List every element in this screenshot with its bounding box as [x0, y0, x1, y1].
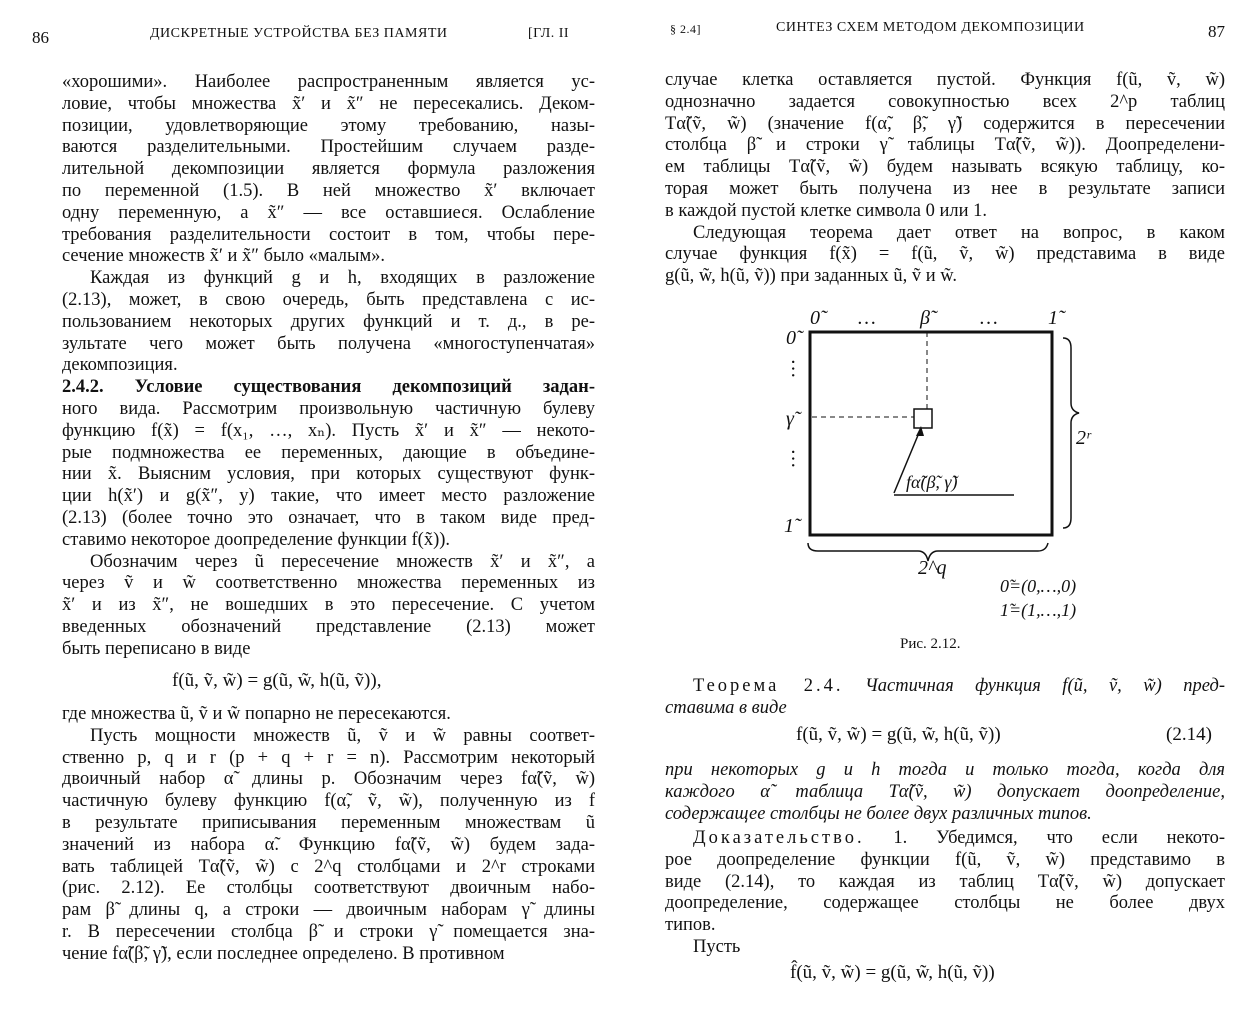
- text-line: Обозначим через ũ пересечение множеств x̃′ и x̃″, а: [90, 551, 595, 572]
- text-line: при некоторых g и h тогда и только тогда, когда для: [665, 760, 1225, 780]
- text-line: частичную булеву функцию f(α̃, ṽ, w̃), полученную из f: [62, 791, 595, 812]
- text-line: торая может быть получена из нее в результате записи: [665, 178, 1225, 199]
- text-line: содержащее столбцы не более двух различных типов.: [665, 803, 1092, 824]
- text-line: 2.4.2. Условие существования декомпозиций задан-: [62, 377, 595, 398]
- col-dots-2: …: [980, 307, 998, 329]
- text-line: декомпозиция.: [62, 355, 178, 376]
- rows-count-label: 2ʳ: [1076, 427, 1091, 449]
- page-number-right: 87: [1208, 22, 1225, 41]
- left-text-block-1: [62, 72, 595, 661]
- text-line: столбца β̃ и строки γ̃ таблицы Tα̃(ṽ, w̃)). Доопределени-: [665, 135, 1225, 156]
- theorem-block-2: [665, 760, 1225, 825]
- text-line: одну переменную, а x̃″ — все оставшиеся. Ослабление: [62, 202, 595, 223]
- proof-block: [665, 828, 1225, 959]
- formula-2-14: f(ũ, ṽ, w̃) = g(ũ, w̃, h(ũ, ṽ)): [796, 724, 1001, 745]
- figure-2-12: [770, 300, 1110, 652]
- text-line: Пусть мощности множеств ũ, ṽ и w̃ равны соответ-: [90, 725, 595, 746]
- text-line: где множества ũ, ṽ и w̃ попарно не пересекаются.: [62, 704, 451, 724]
- proof-line: доопределение, содержащее столбцы не более двух: [665, 893, 1225, 914]
- text-line: ственно p, q и r (p + q + r = n). Рассмотрим некоторый: [62, 747, 595, 768]
- text-line: позиции, удовлетворяющие этому требованию, назы-: [62, 115, 595, 136]
- cell-value-label: fα̃(β̃, γ̃): [906, 472, 958, 492]
- proof-line: Пусть: [693, 936, 741, 957]
- col-mid-label: β̃: [920, 307, 930, 329]
- text-line: рые подмножества ее переменных, дающие в объедине-: [62, 442, 595, 463]
- legend-one: 1̃=(1,…,1): [1000, 600, 1077, 620]
- text-line: пользованием некоторых других функций и т. д., в ре-: [62, 311, 595, 332]
- text-line: (2.13), может, в свою очередь, быть представлена с ис-: [62, 289, 595, 310]
- running-head-left: ДИСКРЕТНЫЕ УСТРОЙСТВА БЕЗ ПАМЯТИ: [150, 26, 448, 41]
- text-line: требования разделительности состоит в том, чтобы пере-: [62, 224, 595, 245]
- text-line: Tα̃(ṽ, w̃) (значение f(α̃, β̃, γ̃) содержится в пересечении: [665, 113, 1225, 134]
- cell-square: [914, 409, 932, 428]
- theorem-heading: Теорема 2.4.: [693, 676, 844, 696]
- proof-line: виде (2.14), то каждая из таблиц Tα̃(ṽ, w̃) допускает: [665, 871, 1225, 892]
- legend-zero: 0̃=(0,…,0): [1000, 576, 1077, 596]
- row-dots-2: …: [787, 450, 809, 468]
- text-line: нии x̃. Выясним условия, при которых существуют функ-: [62, 464, 595, 485]
- row-dots-1: …: [787, 360, 809, 378]
- figure-caption: Рис. 2.12.: [900, 636, 961, 652]
- text-line: Следующая теорема дает ответ на вопрос, в каком: [693, 222, 1225, 243]
- text-line: в результате приписывания переменным множествам ũ: [62, 812, 595, 833]
- text-line: чение fα̃(β̃, γ̃), если последнее определено. В противном: [62, 943, 505, 964]
- text-line: (рис. 2.12). Ее столбцы соответствуют двоичным набо-: [62, 878, 595, 899]
- text-line: через ṽ и w̃ соответственно множества переменных из: [62, 573, 595, 594]
- proof-line: рое доопределение функции f(ũ, ṽ, w̃) представимо в: [665, 849, 1225, 870]
- text-line: случае клетка оставляется пустой. Функция f(ũ, ṽ, w̃): [665, 70, 1225, 90]
- col-first-label: 0̃: [810, 307, 820, 329]
- row-last-label: 1̃: [784, 515, 794, 537]
- text-line: функцию f(x̃) = f(x₁, …, xₙ). Пусть x̃′ и x̃″ — некото-: [62, 420, 595, 441]
- text-line: быть переписано в виде: [62, 638, 251, 659]
- text-line: Каждая из функций g и h, входящих в разложение: [90, 268, 595, 289]
- theorem-line: ставима в виде: [665, 697, 787, 718]
- formula-2-14-number: (2.14): [1166, 724, 1212, 745]
- formula-f-hat: f̂(ũ, ṽ, w̃) = g(ũ, w̃, h(ũ, ṽ)): [790, 962, 995, 983]
- proof-line: 1. Убедимся, что если некото-: [864, 828, 1225, 848]
- formula-decomposition: f(ũ, ṽ, w̃) = g(ũ, w̃, h(ũ, ṽ)),: [172, 670, 382, 691]
- page-number-left: 86: [32, 28, 49, 47]
- left-text-block-2: [62, 704, 595, 966]
- theorem-text: Частичная функция f(ũ, ṽ, w̃) пред-: [865, 676, 1225, 696]
- text-line: рам β̃ длины q, а строки — двоичным наборам γ̃ длины: [62, 900, 595, 921]
- text-line: ставимо некоторое доопределение функции f(x̃)).: [62, 529, 451, 550]
- text-line: по переменной (1.5). В ней множество x̃′ включает: [62, 180, 595, 201]
- col-dots-1: …: [858, 307, 876, 329]
- table-frame: [810, 332, 1052, 535]
- text-line: g(ũ, w̃, h(ũ, ṽ)) при заданных ũ, ṽ и w̃.: [665, 266, 958, 287]
- text-line: лительной декомпозиции является формула разложения: [62, 159, 595, 180]
- text-line: ции h(x̃′) и g(x̃″, y) такие, что имеет место разложение: [62, 486, 595, 507]
- running-head-right: СИНТЕЗ СХЕМ МЕТОДОМ ДЕКОМПОЗИЦИИ: [776, 20, 1085, 35]
- theorem-block: [665, 676, 1225, 720]
- proof-heading: Доказательство.: [693, 828, 865, 848]
- text-line: «хорошими». Наиболее распространенным является ус-: [62, 72, 595, 92]
- text-line: зультате чего может быть получена «многоступенчатая»: [62, 333, 595, 354]
- text-line: значений из набора α̃. Функцию fα̃(ṽ, w̃) будем зада-: [62, 834, 595, 855]
- text-line: сечение множеств x̃′ и x̃″ было «малым».: [62, 246, 386, 267]
- text-line: двоичный набор α̃ длины p. Обозначим через fα̃(ṽ, w̃): [62, 769, 595, 790]
- chapter-ref: [ГЛ. II: [528, 26, 570, 41]
- text-line: вать таблицей Tα̃(ṽ, w̃) с 2^q столбцами и 2^r строками: [62, 856, 595, 877]
- right-text-block-1: [665, 70, 1225, 288]
- text-line: ловие, чтобы множества x̃′ и x̃″ не пересекались. Деком-: [62, 93, 595, 114]
- text-line: введенных обозначений представление (2.13) может: [62, 616, 595, 637]
- proof-line: типов.: [665, 915, 716, 936]
- text-line: однозначно задается совокупностью всех 2^p таблиц: [665, 91, 1225, 112]
- row-mid-label: γ̃: [786, 408, 794, 430]
- text-line: в каждой пустой клетке символа 0 или 1.: [665, 200, 988, 221]
- text-line: ваются разделительными. Простейшим случаем разде-: [62, 137, 595, 158]
- cols-count-label: 2^q: [918, 557, 947, 579]
- col-last-label: 1̃: [1048, 307, 1058, 329]
- text-line: (2.13) (более точно это означает, что в таком виде пред-: [62, 507, 595, 528]
- text-line: x̃′ и из x̃″, не вошедших в это пересечение. С учетом: [62, 595, 595, 616]
- section-ref: § 2.4]: [670, 22, 701, 36]
- text-line: r. В пересечении столбца β̃ и строки γ̃ помещается зна-: [62, 921, 595, 942]
- text-line: ного вида. Рассмотрим произвольную частичную булеву: [62, 398, 595, 419]
- row-first-label: 0̃: [786, 327, 796, 349]
- text-line: каждого α̃ таблица Tα̃(ṽ, w̃) допускает доопределение,: [665, 781, 1225, 802]
- text-line: случае функция f(x̃) = f(ũ, ṽ, w̃) представима в виде: [665, 244, 1225, 265]
- text-line: ем таблицы Tα̃(ṽ, w̃) будем называть всякую таблицу, ко-: [665, 157, 1225, 178]
